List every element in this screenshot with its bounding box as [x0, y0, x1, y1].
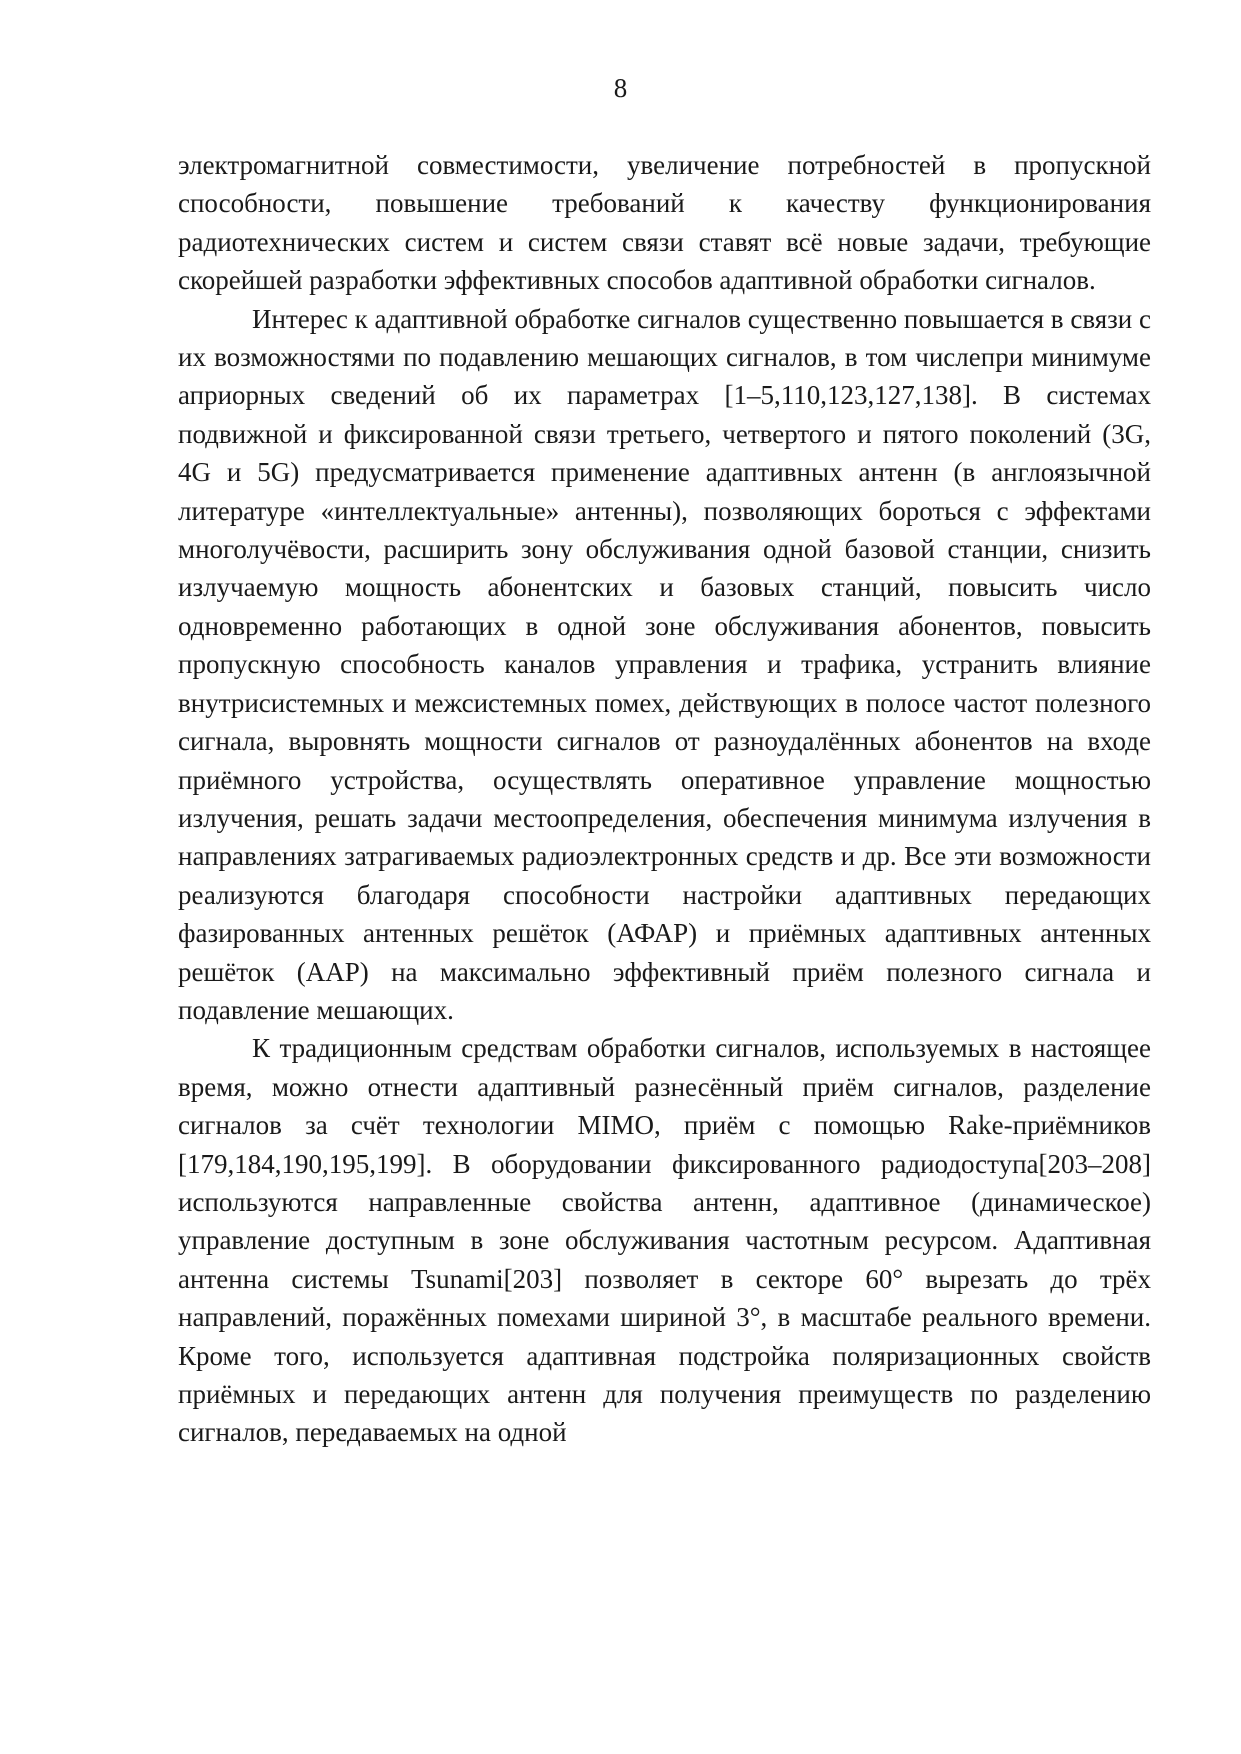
paragraph-adaptive-processing: Интерес к адаптивной обработке сигналов существенно повышается в связи с их возможностями по подавлению мешающих сигналов, в том числепри минимуме априорных сведений об их параметрах [1–5,110,123,127,138]. В системах подвижной и фиксированной связи третьего, четвертого и пятого поколений (3G, 4G и 5G) предусматривается применение адаптивных антенн (в англоязычной литературе «интеллектуальные» антенны), позволяющих бороться с эффектами многолучёвости, расширить зону обслуживания одной базовой станции, снизить излучаемую мощность абонентских и базовых станций, повысить число одновременно работающих в одной зоне обслуживания абонентов, повысить пропускную способность каналов управления и трафика, устранить влияние внутрисистемных и межсистемных помех, действующих в полосе частот полезного сигнала, выровнять мощности сигналов от разноудалённых абонентов на входе приёмного устройства, осуществлять оперативное управление мощностью излучения, решать задачи местоопределения, обеспечения минимума излучения в направлениях затрагиваемых радиоэлектронных средств и др. Все эти возможности реализуются благодаря способности настройки адаптивных передающих фазированных антенных решёток (АФАР) и приёмных адаптивных антенных решёток (ААР) на максимально эффективный приём полезного сигнала и подавление мешающих.	[178, 303, 1151, 1025]
paragraph-traditional-methods: К традиционным средствам обработки сигналов, используемых в настоящее время, можно отнести адаптивный разнесённый приём сигналов, разделение сигналов за счёт технологии MIMO, приём с помощью Rake-приёмников [179,184,190,195,199]. В оборудовании фиксированного радиодоступа[203–208] используются направленные свойства антенн, адаптивное (динамическое) управление доступным в зоне обслуживания частотным ресурсом. Адаптивная антенна системы Tsunami[203] позволяет в секторе 60° вырезать до трёх направлений, поражённых помехами шириной 3°, в масштабе реального времени. Кроме того, используется адаптивная подстройка поляризационных свойств приёмных и передающих антенн для получения преимуществ по разделению сигналов, передаваемых на одной	[178, 1033, 1151, 1448]
page-number: 8	[613, 73, 628, 103]
paragraph-continuation: электромагнитной совместимости, увеличение потребностей в пропускной способности, повышение требований к качеству функционирования радиотехнических систем и систем связи ставят всё новые задачи, требующие скорейшей разработки эффективных способов адаптивной обработки сигналов.	[178, 150, 1151, 296]
body-text	[178, 146, 1151, 1452]
